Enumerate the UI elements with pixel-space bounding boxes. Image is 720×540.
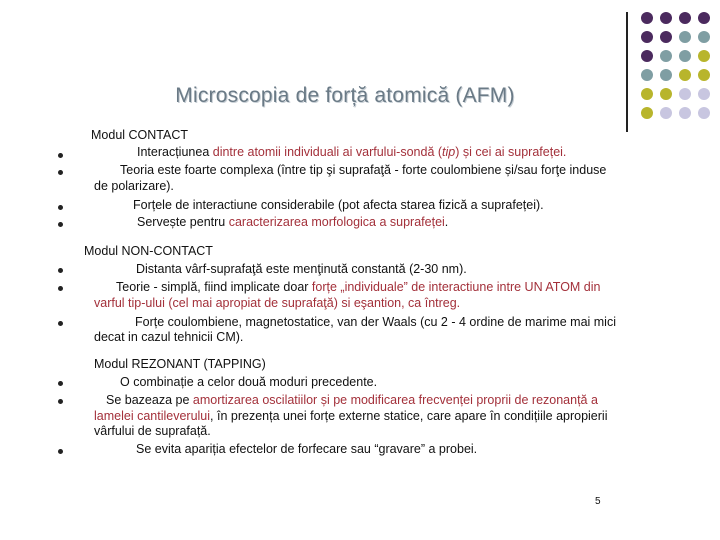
decorative-divider	[626, 12, 628, 132]
decorative-dot	[679, 88, 691, 100]
bullet	[58, 381, 63, 386]
contact-bullet-3: Forțele de interactiune considerabile (pot afecta starea fizică a suprafeței).	[133, 198, 544, 212]
contact-bullet-4: Servește pentru caracterizarea morfologica a suprafeței.	[137, 215, 449, 229]
bullet	[58, 170, 63, 175]
page-number: 5	[595, 496, 601, 507]
rezonant-bullet-2-line-1: Se bazeaza pe amortizarea oscilatiilor și pe modificarea frecvenței proprii de rezonanță a	[106, 393, 598, 407]
noncontact-bullet-1: Distanta vârf-suprafaţă este menţinută constantă (2-30 nm).	[136, 262, 467, 276]
noncontact-bullet-2-line-1: Teorie - simplă, fiind implicate doar forțe „individuale” de interactiune intre UN ATOM din	[116, 280, 601, 294]
decorative-dot	[641, 31, 653, 43]
bullet	[58, 268, 63, 273]
decorative-dot	[698, 107, 710, 119]
decorative-dot	[641, 50, 653, 62]
bullet	[58, 449, 63, 454]
decorative-dot	[679, 69, 691, 81]
decorative-dot	[679, 12, 691, 24]
bullet	[58, 321, 63, 326]
bullet	[58, 205, 63, 210]
noncontact-bullet-3-line-2: decat in cazul tehnicii CM).	[94, 330, 244, 344]
bullet	[58, 222, 63, 227]
section-heading-noncontact: Modul NON-CONTACT	[84, 244, 213, 258]
decorative-dot	[660, 12, 672, 24]
decorative-dot	[641, 12, 653, 24]
decorative-dot	[660, 50, 672, 62]
rezonant-bullet-3: Se evita apariția efectelor de forfecare sau “gravare” a probei.	[136, 442, 478, 456]
rezonant-bullet-1: O combinație a celor două moduri precedente.	[120, 375, 378, 389]
decorative-dot	[641, 69, 653, 81]
decorative-dot	[660, 31, 672, 43]
decorative-dot	[641, 107, 653, 119]
rezonant-bullet-2-line-2: lamelei cantileverului, în prezența unei forțe externe statice, care apare în condițiile apropierii	[94, 409, 608, 423]
section-heading-contact: Modul CONTACT	[91, 128, 189, 142]
bullet	[58, 286, 63, 291]
decorative-dot	[679, 31, 691, 43]
decorative-dot	[698, 69, 710, 81]
decorative-dot	[660, 107, 672, 119]
contact-bullet-2-line-2: de polarizare).	[94, 179, 174, 193]
contact-bullet-1: Interacțiunea dintre atomii individuali ai varfului-sondă (tip) și cei ai suprafeței.	[137, 145, 567, 159]
rezonant-bullet-2-line-3: vârfului de suprafață.	[94, 424, 211, 438]
decorative-dot	[660, 88, 672, 100]
decorative-dot	[679, 50, 691, 62]
section-heading-rezonant: Modul REZONANT (TAPPING)	[94, 357, 266, 371]
noncontact-bullet-3-line-1: Forțe coulombiene, magnetostatice, van der Waals (cu 2 - 4 ordine de marime mai mici	[135, 315, 616, 329]
bullet	[58, 153, 63, 158]
decorative-dot	[679, 107, 691, 119]
decorative-dot	[698, 88, 710, 100]
decorative-dot	[641, 88, 653, 100]
noncontact-bullet-2-line-2: varful tip-ului (cel mai apropiat de suprafaţă) si eşantion, ca întreg.	[94, 296, 461, 310]
decorative-dot	[698, 31, 710, 43]
decorative-dot	[698, 12, 710, 24]
contact-bullet-2-line-1: Teoria este foarte complexa (între tip şi suprafaţă - forte coulombiene și/sau forţe induse	[120, 163, 607, 177]
page-title: Microscopia de forță atomică (AFM)	[175, 84, 515, 107]
decorative-dot	[698, 50, 710, 62]
bullet	[58, 399, 63, 404]
decorative-dot	[660, 69, 672, 81]
